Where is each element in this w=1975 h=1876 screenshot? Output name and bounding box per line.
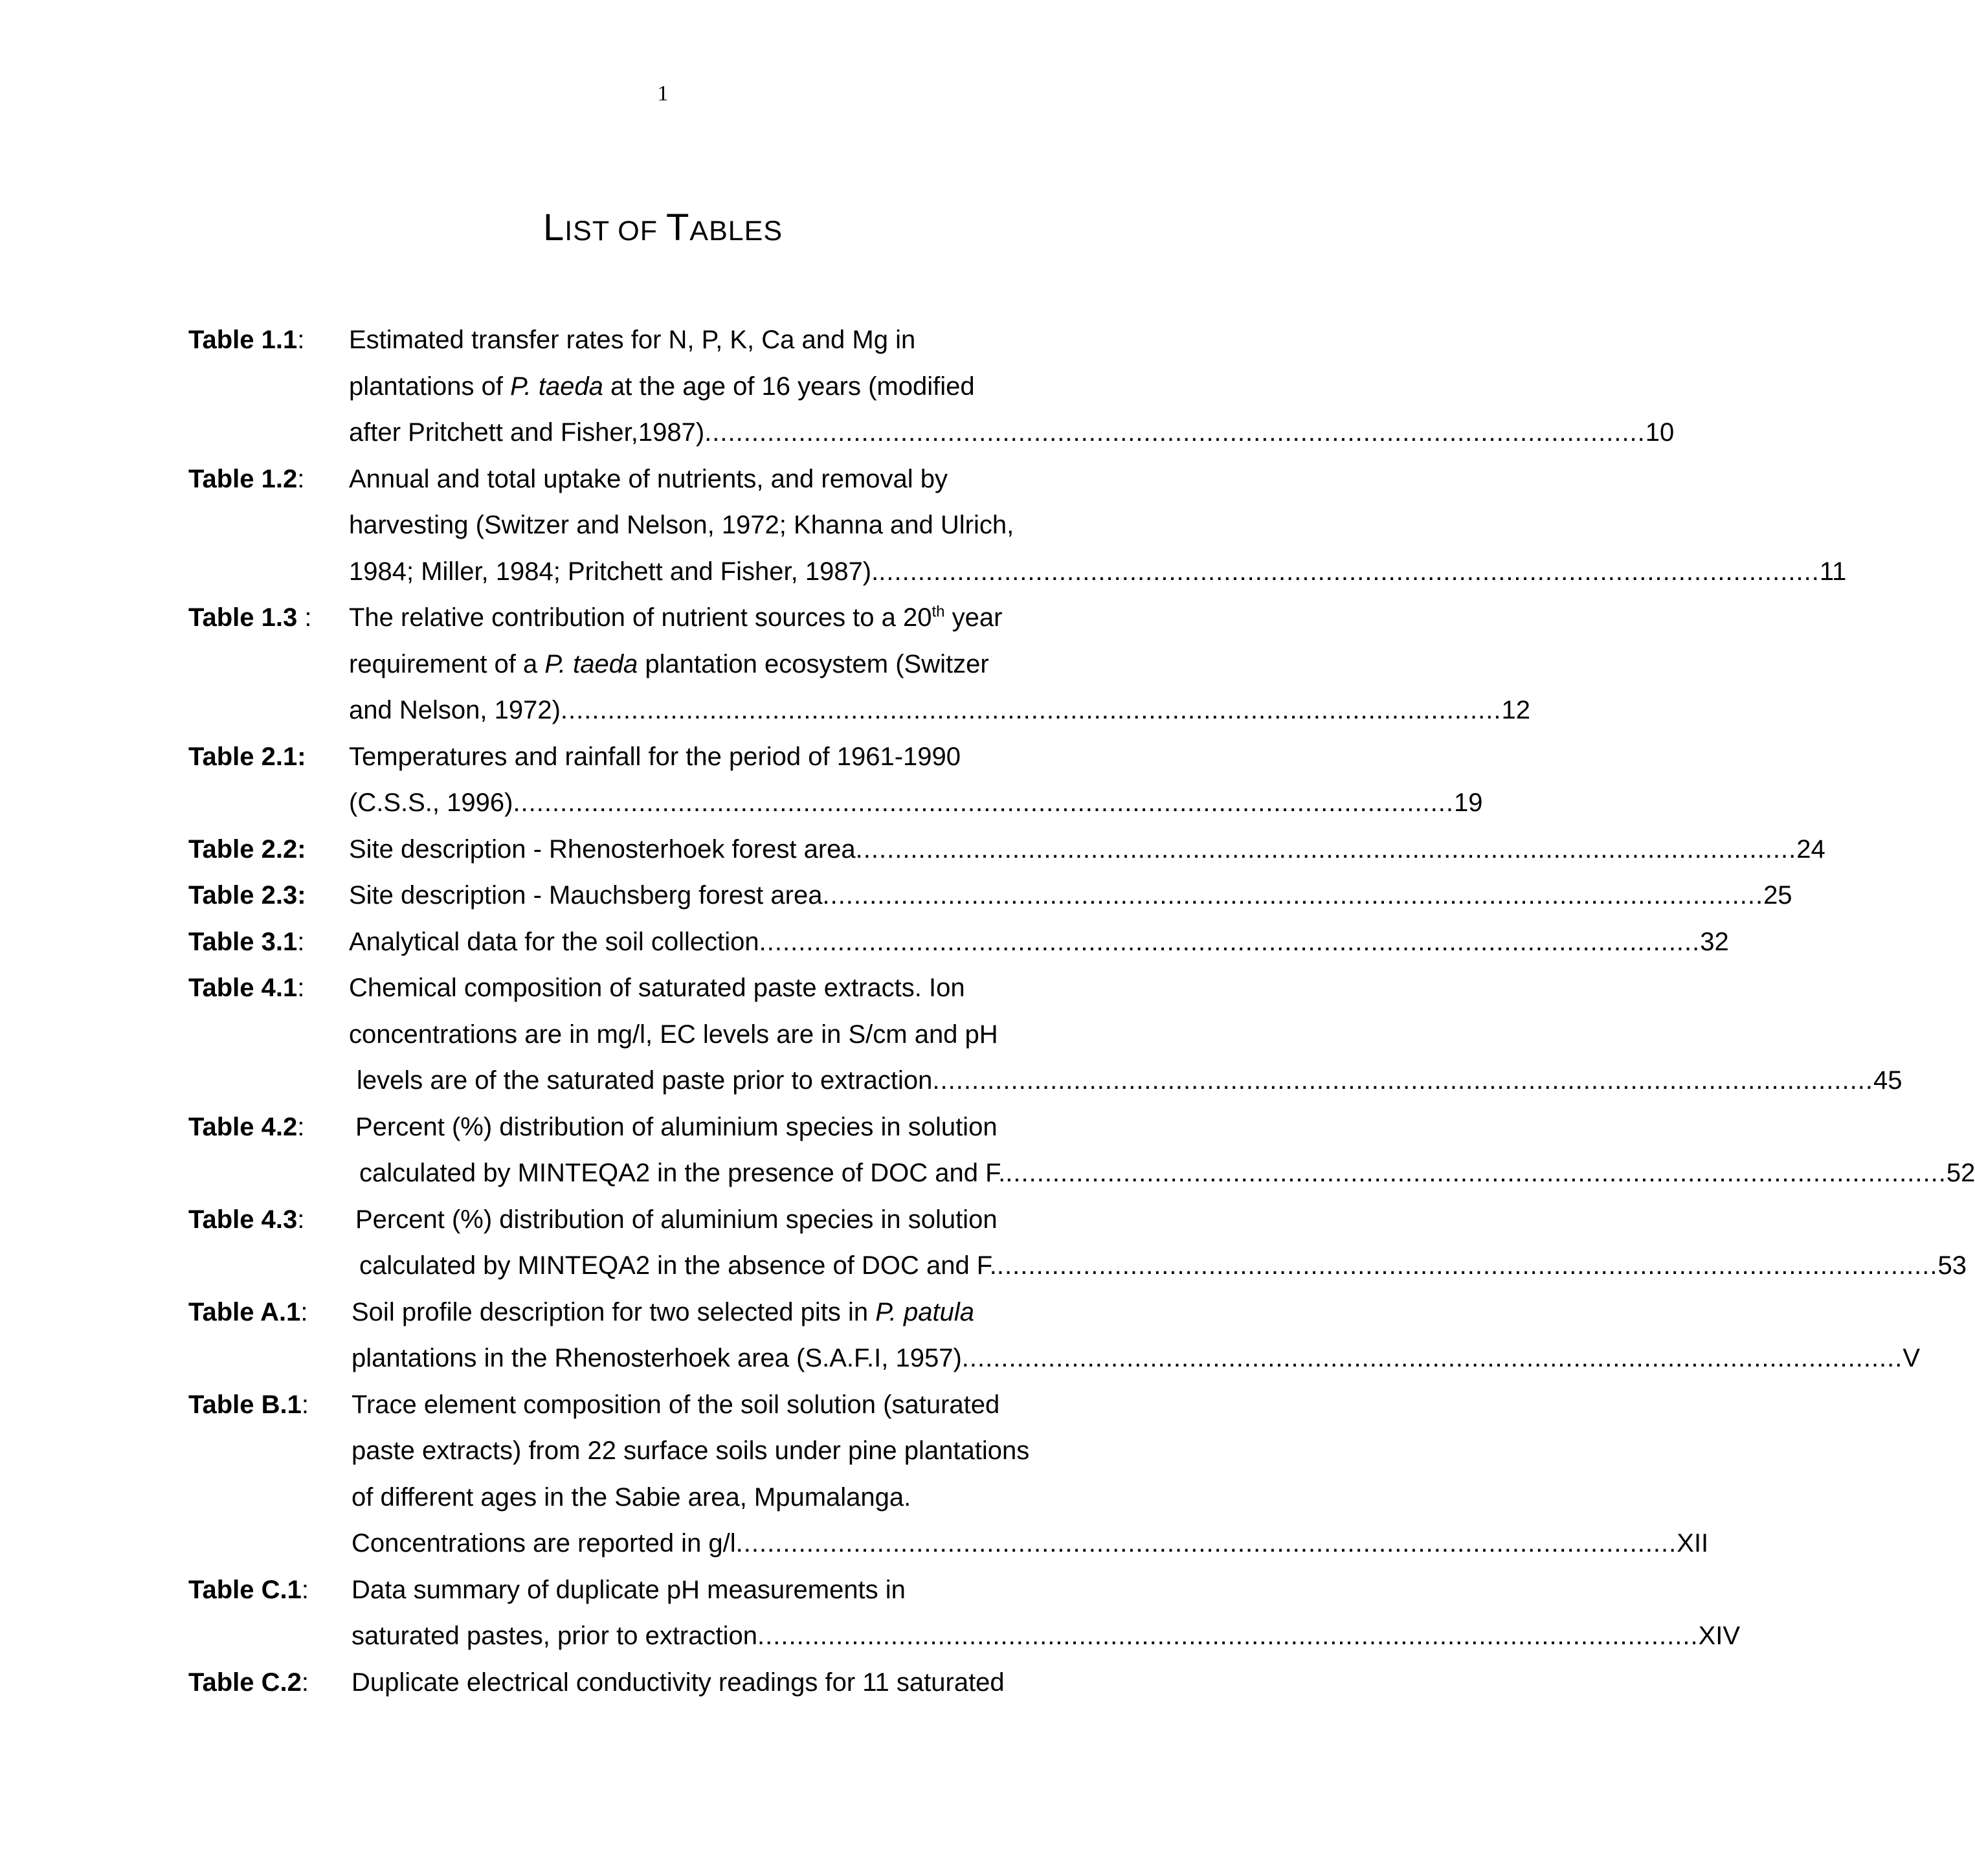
entry-label: Table 4.1: [188, 974, 305, 1002]
entry-caption-line: Data summary of duplicate pH measurements in [351, 1575, 906, 1604]
entry-caption-line: plantations of P. taeda at the age of 16 years (modified [349, 372, 975, 401]
table-entry-1-2[interactable] [188, 456, 1847, 596]
entry-caption-line: calculated by MINTEQA2 in the presence of DOC and F. ........................................................................................................................ 52 [355, 1150, 1171, 1197]
page-ref: 25 [1763, 881, 1792, 910]
table-entry-c-2[interactable] [188, 1660, 1198, 1706]
page-ref: 53 [1937, 1251, 1967, 1280]
table-entry-2-2[interactable] [188, 827, 1825, 873]
entry-caption-line: Site description - Mauchsberg forest area ........................................................................................................................ 25 [349, 873, 1168, 919]
entry-caption-line: concentrations are in mg/l, EC levels are in S/cm and pH [349, 1020, 998, 1049]
table-entry-1-3[interactable] [188, 595, 1530, 734]
entry-caption-line: paste extracts) from 22 surface soils under pine plantations [351, 1436, 1030, 1465]
entry-caption-line: and Nelson, 1972) ........................................................................................................................ 12 [349, 687, 1168, 734]
entry-label: Table 2.3: [188, 881, 306, 910]
entry-caption-line: Temperatures and rainfall for the period of 1961-1990 [349, 742, 961, 771]
entry-caption-line: 1984; Miller, 1984; Pritchett and Fisher, 1987). ........................................................................................................................ 11 [349, 549, 1168, 596]
page-ref: XIV [1698, 1622, 1741, 1650]
page-ref: 19 [1454, 788, 1483, 817]
page-title: LIST OF TABLES [542, 207, 783, 249]
entry-label: Table A.1: [188, 1297, 308, 1326]
entry-caption-line: (C.S.S., 1996) ........................................................................................................................ 19 [349, 780, 1168, 827]
table-entry-4-2[interactable] [188, 1104, 1975, 1197]
entry-caption-line: Percent (%) distribution of aluminium species in solution [355, 1205, 998, 1234]
entry-caption-line: plantations in the Rhenosterhoek area (S.A.F.I, 1957) ........................................................................................................................ V [351, 1335, 1188, 1382]
entry-caption-line: Site description - Rhenosterhoek forest area ........................................................................................................................ 24 [349, 827, 1168, 873]
entry-caption-line: calculated by MINTEQA2 in the absence of DOC and F. ........................................................................................................................ 53 [355, 1243, 1171, 1290]
page-ref: 11 [1819, 557, 1847, 586]
entry-caption-line: Annual and total uptake of nutrients, and removal by [349, 464, 948, 493]
entry-caption-line: saturated pastes, prior to extraction ........................................................................................................................ XIV [351, 1613, 1181, 1660]
entry-caption-line: requirement of a P. taeda plantation ecosystem (Switzer [349, 649, 989, 678]
entry-caption-line: levels are of the saturated paste prior to extraction ........................................................................................................................ 45 [349, 1058, 1168, 1104]
entry-caption-line: Concentrations are reported in g/l ........................................................................................................................ XII [351, 1521, 1176, 1567]
table-entry-1-1[interactable] [188, 317, 1675, 456]
page-number: 1 [657, 82, 669, 106]
entry-label: Table 4.2: [188, 1112, 305, 1141]
entry-label: Table 3.1: [188, 927, 305, 956]
table-entry-3-1[interactable] [188, 919, 1729, 966]
entry-caption-line: harvesting (Switzer and Nelson, 1972; Khanna and Ulrich, [349, 511, 1014, 539]
table-entry-b-1[interactable] [188, 1382, 1709, 1567]
page-ref: 52 [1946, 1159, 1975, 1187]
page-ref: V [1902, 1344, 1921, 1372]
page-ref: XII [1677, 1529, 1709, 1558]
table-entry-2-3[interactable] [188, 873, 1792, 919]
table-entry-a-1[interactable] [188, 1290, 1921, 1382]
entry-label: Table B.1: [188, 1390, 309, 1419]
entry-caption-line: Analytical data for the soil collection ........................................................................................................................ 32 [349, 919, 1168, 966]
entry-label: Table 2.1: [188, 742, 306, 771]
entry-caption-line: of different ages in the Sabie area, Mpumalanga. [351, 1482, 911, 1512]
table-entry-4-1[interactable] [188, 965, 1902, 1104]
table-entry-c-1[interactable] [188, 1567, 1741, 1660]
entry-caption-line: after Pritchett and Fisher,1987) ........................................................................................................................ 10 [349, 410, 1168, 456]
entry-caption-line: Soil profile description for two selected pits in P. patula [351, 1297, 975, 1326]
page-ref: 12 [1501, 696, 1530, 724]
page-ref: 24 [1796, 834, 1825, 864]
entry-label: Table 1.3 : [188, 603, 312, 632]
table-entry-2-1[interactable] [188, 734, 1483, 827]
table-entry-4-3[interactable] [188, 1197, 1967, 1290]
entry-label: Table 1.1: [188, 326, 305, 354]
entry-label: Table C.2: [188, 1668, 309, 1697]
entry-caption-line: Estimated transfer rates for N, P, K, Ca and Mg in [349, 326, 916, 354]
list-of-tables [188, 317, 1975, 1706]
entry-label: Table 2.2: [188, 834, 306, 864]
page-ref: 32 [1700, 927, 1729, 956]
page-ref: 10 [1645, 418, 1675, 447]
entry-caption-line: The relative contribution of nutrient sources to a 20th year [349, 603, 1003, 632]
entry-caption-line: Duplicate electrical conductivity readings for 11 saturated [351, 1668, 1005, 1697]
entry-label: Table 1.2: [188, 464, 305, 493]
entry-caption-line: Percent (%) distribution of aluminium species in solution [355, 1112, 998, 1141]
entry-caption-line: Trace element composition of the soil solution (saturated [351, 1390, 1000, 1419]
entry-caption-line: Chemical composition of saturated paste extracts. Ion [349, 974, 965, 1002]
page-ref: 45 [1873, 1066, 1902, 1095]
entry-label: Table 4.3: [188, 1205, 305, 1234]
entry-label: Table C.1: [188, 1575, 309, 1604]
